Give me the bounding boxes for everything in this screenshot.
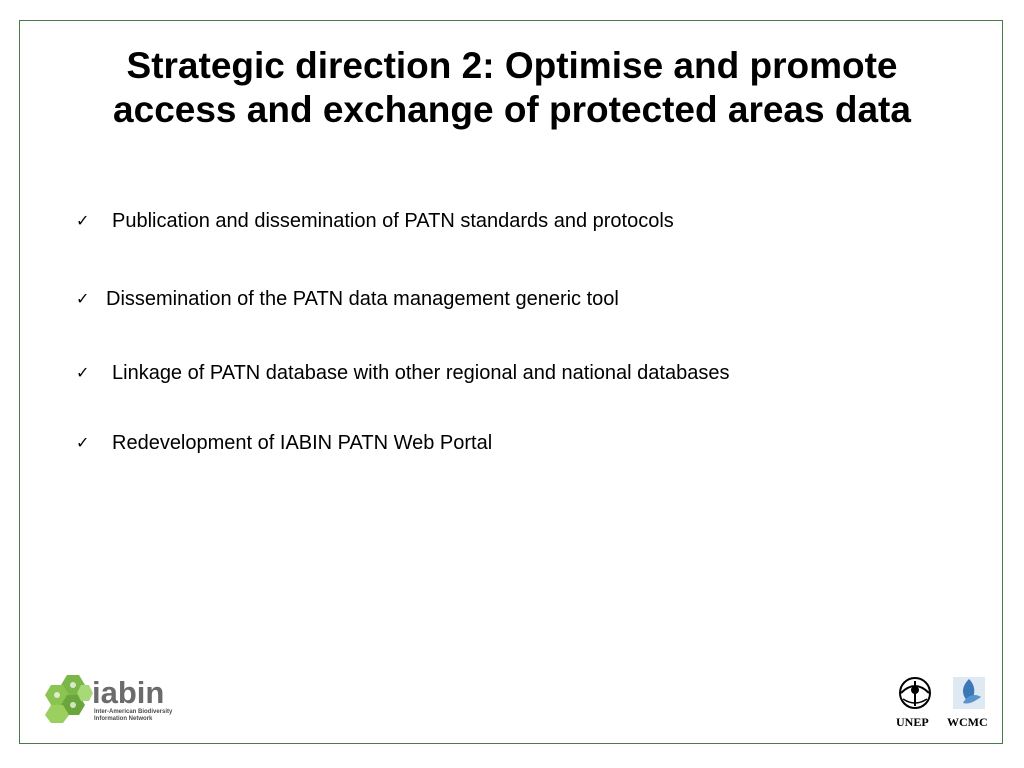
- iabin-subtitle-2: Information Network: [94, 716, 153, 722]
- bullet-text: Linkage of PATN database with other regional and national databases: [112, 362, 730, 384]
- iabin-logo: [37, 673, 187, 725]
- iabin-name: iabin: [92, 675, 165, 710]
- bullet-item: [76, 361, 729, 385]
- unep-emblem-icon: [900, 678, 930, 708]
- bullet-text: Publication and dissemination of PATN standards and protocols: [112, 210, 674, 232]
- checkmark-icon: ✓: [76, 433, 90, 452]
- wcmc-label: WCMC: [947, 715, 988, 729]
- checkmark-icon: ✓: [76, 289, 90, 308]
- bullet-item: [76, 287, 619, 311]
- iabin-hexagon-icon: [45, 675, 93, 723]
- wcmc-emblem-icon: [953, 677, 985, 709]
- bullet-item: [76, 431, 492, 455]
- bullet-item: [76, 209, 674, 233]
- bullet-text: Dissemination of the PATN data management generic tool: [106, 288, 619, 310]
- unep-label: UNEP: [896, 715, 929, 729]
- title-line-1: Strategic direction 2: Optimise and promote: [126, 45, 898, 86]
- slide-title: [30, 44, 994, 132]
- checkmark-icon: ✓: [76, 211, 90, 230]
- checkmark-icon: ✓: [76, 363, 90, 382]
- bullet-text: Redevelopment of IABIN PATN Web Portal: [112, 432, 493, 454]
- title-line-2: access and exchange of protected areas data: [113, 89, 911, 130]
- iabin-subtitle-1: Inter-American Biodiversity: [94, 709, 173, 715]
- unep-wcmc-logos: [891, 673, 997, 731]
